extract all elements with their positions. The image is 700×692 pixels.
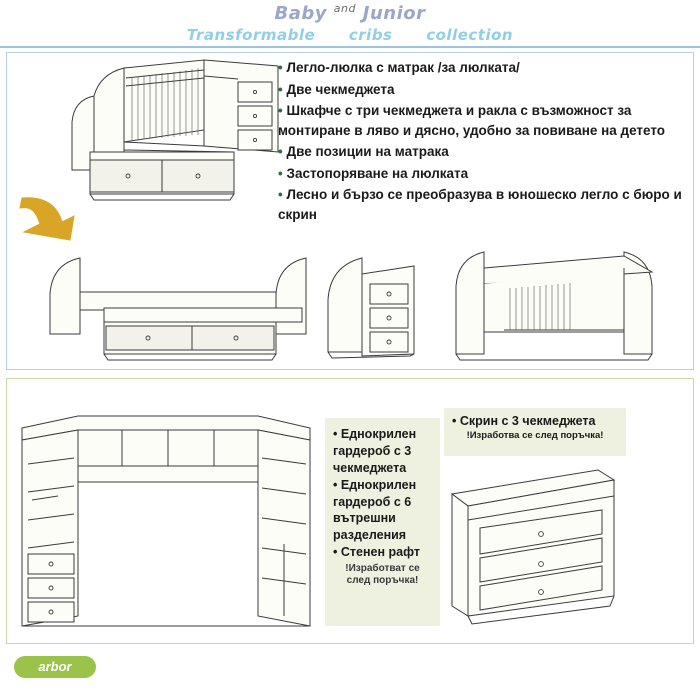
feature-item: • Две позиции на матрака	[278, 144, 449, 160]
feature-item: • Лесно и бързо се преобразува в юношеско легло с бюро и скрин	[278, 187, 682, 222]
dresser-order-note: !Изработва се след поръчка!	[466, 430, 604, 441]
subtitle-collection: collection	[426, 26, 514, 44]
dresser-feature-box	[444, 408, 626, 456]
teen-bed-illustration	[44, 250, 306, 362]
brand-junior: Junior	[362, 3, 426, 24]
header-divider	[0, 46, 700, 48]
drawer-unit-illustration	[318, 252, 422, 362]
feature-item: • Легло-люлка с матрак /за люлката/	[278, 60, 520, 75]
wardrobe-illustration	[18, 404, 314, 628]
brand-title	[0, 2, 700, 24]
desk-illustration	[448, 250, 656, 362]
brand-baby: Baby	[274, 3, 327, 24]
page-header	[0, 0, 700, 48]
wardrobe-feature-box	[325, 418, 440, 626]
subtitle-transformable: Transformable	[186, 26, 316, 44]
crib-illustration	[28, 56, 278, 202]
dresser-title: • Скрин с 3 чекмеджета	[452, 414, 596, 428]
feature-item: • Застопоряване на люлката	[278, 165, 469, 181]
dresser-illustration	[444, 466, 620, 626]
wardrobe-item: • Еднокрилен гардероб с 3 чекмеджета	[333, 427, 417, 475]
wardrobe-item: • Еднокрилен гардероб с 6 вътрешни разделения	[333, 477, 417, 543]
subtitle-cribs: cribs	[348, 26, 393, 44]
feature-item: • Две чекмеджета	[278, 81, 395, 97]
wardrobe-order-note: !Изработват се след поръчка!	[345, 563, 420, 586]
arbor-logo: arbor	[14, 656, 96, 678]
curved-arrow-icon	[18, 192, 98, 244]
brand-subtitle	[0, 26, 700, 44]
feature-item: • Шкафче с три чекмеджета и ракла с възможност за монтиране в ляво и дясно, удобно за повиване на детето	[278, 103, 666, 138]
wardrobe-item: • Стенен рафт	[333, 545, 420, 560]
crib-feature-list	[278, 58, 686, 227]
brand-and: and	[333, 2, 356, 15]
